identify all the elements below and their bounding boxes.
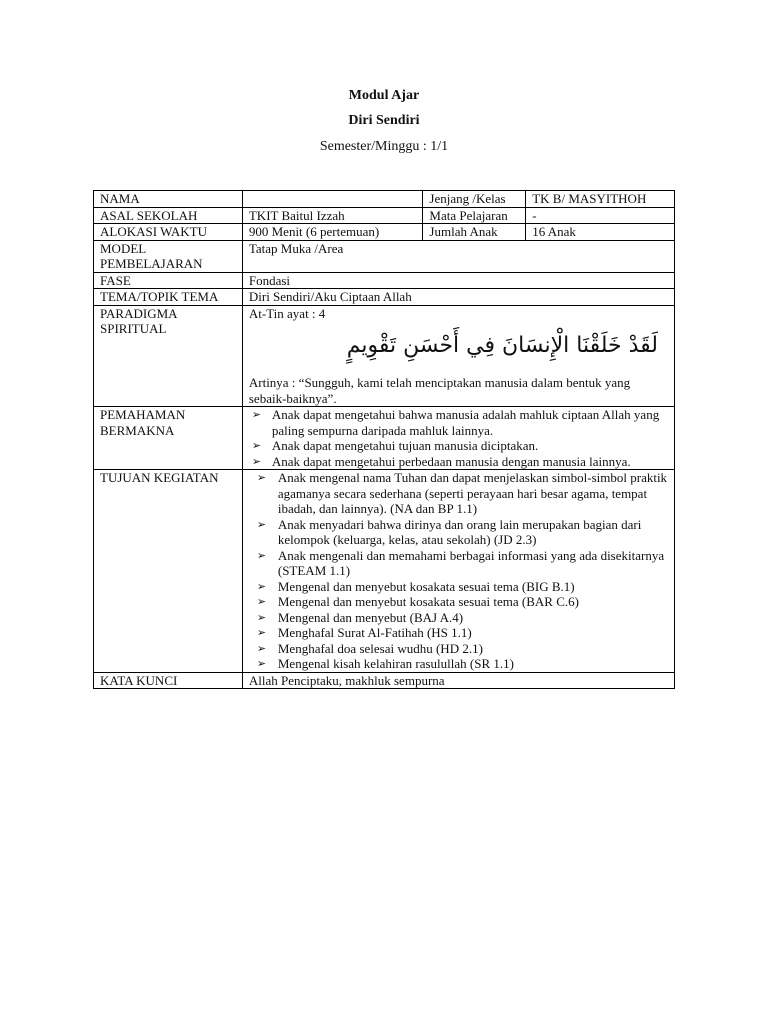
table-row	[94, 207, 675, 224]
list-item: ➢ Mengenal dan menyebut kosakata sesuai tema (BIG B.1)	[254, 579, 668, 595]
kata-kunci-value: Allah Penciptaku, makhluk sempurna	[242, 672, 674, 689]
verse-translation: Artinya : “Sungguh, kami telah menciptakan manusia dalam bentuk yang sebaik-baiknya”.	[248, 375, 631, 406]
mata-pelajaran-value: -	[526, 207, 675, 224]
list-item: ➢ Menghafal Surat Al-Fatihah (HS 1.1)	[254, 625, 668, 641]
table-row	[94, 272, 675, 289]
table-row	[94, 305, 675, 407]
pemahaman-list	[249, 407, 668, 469]
document-subtitle: Diri Sendiri	[348, 113, 420, 128]
table-row	[94, 470, 675, 673]
table-row	[94, 407, 675, 470]
list-item: ➢ Anak menyadari bahwa dirinya dan orang lain merupakan bagian dari kelompok (keluarga, kelas, atau sekolah) (JD 2.3)	[254, 517, 668, 548]
fase-label: FASE	[94, 272, 243, 289]
module-table	[93, 190, 675, 689]
mata-pelajaran-label: Mata Pelajaran	[423, 207, 526, 224]
pemahaman-bermakna-cell	[242, 407, 674, 470]
surah-reference: At-Tin ayat : 4	[248, 305, 326, 321]
table-row	[94, 240, 675, 272]
paradigma-spiritual-label: PARADIGMA SPIRITUAL	[94, 305, 243, 407]
tema-label: TEMA/TOPIK TEMA	[94, 289, 243, 306]
list-item: ➢ Anak mengenali dan memahami berbagai informasi yang ada disekitarnya (STEAM 1.1)	[254, 548, 668, 579]
list-item: ➢ Anak dapat mengetahui bahwa manusia adalah mahluk ciptaan Allah yang paling sempurna daripada mahluk lainnya.	[249, 407, 668, 438]
tujuan-kegiatan-label: TUJUAN KEGIATAN	[94, 470, 243, 673]
tujuan-list	[249, 470, 668, 672]
model-pembelajaran-value: Tatap Muka /Area	[242, 240, 674, 272]
fase-value: Fondasi	[242, 272, 674, 289]
jenjang-value: TK B/ MASYITHOH	[526, 191, 675, 208]
list-item: ➢ Anak dapat mengetahui perbedaan manusia dengan manusia lainnya.	[249, 454, 668, 470]
list-item: ➢ Menghafal doa selesai wudhu (HD 2.1)	[254, 641, 668, 657]
jumlah-anak-label: Jumlah Anak	[423, 224, 526, 241]
paradigma-spiritual-cell	[242, 305, 674, 407]
semester-line: Semester/Minggu : 1/1	[319, 139, 449, 154]
list-item: ➢ Mengenal kisah kelahiran rasulullah (SR 1.1)	[254, 656, 668, 672]
asal-sekolah-value: TKIT Baitul Izzah	[242, 207, 423, 224]
model-pembelajaran-label: MODEL PEMBELAJARAN	[94, 240, 243, 272]
nama-label: NAMA	[94, 191, 243, 208]
table-row	[94, 224, 675, 241]
arabic-verse: لَقَدْ خَلَقْنَا الْإِنسَانَ فِي أَحْسَنِ تَقْوِيمٍ	[346, 333, 658, 358]
jumlah-anak-value: 16 Anak	[526, 224, 675, 241]
jenjang-label: Jenjang /Kelas	[423, 191, 526, 208]
kata-kunci-label: KATA KUNCI	[94, 672, 243, 689]
nama-value	[242, 191, 423, 208]
table-row	[94, 672, 675, 689]
pemahaman-bermakna-label: PEMAHAMAN BERMAKNA	[94, 407, 243, 470]
list-item: ➢ Anak dapat mengetahui tujuan manusia diciptakan.	[249, 438, 668, 454]
alokasi-waktu-value: 900 Menit (6 pertemuan)	[242, 224, 423, 241]
tema-value: Diri Sendiri/Aku Ciptaan Allah	[242, 289, 674, 306]
document-title: Modul Ajar	[348, 88, 420, 103]
asal-sekolah-label: ASAL SEKOLAH	[94, 207, 243, 224]
list-item: ➢ Mengenal dan menyebut (BAJ A.4)	[254, 610, 668, 626]
table-row	[94, 191, 675, 208]
list-item: ➢ Anak mengenal nama Tuhan dan dapat menjelaskan simbol-simbol praktik agamanya secara sederhana (seperti perayaan hari besar agama, tempat ibadah, dan lainnya). (NA dan BP 1.1)	[254, 470, 668, 517]
list-item: ➢ Mengenal dan menyebut kosakata sesuai tema (BAR C.6)	[254, 594, 668, 610]
tujuan-kegiatan-cell	[242, 470, 674, 673]
table-row	[94, 289, 675, 306]
alokasi-waktu-label: ALOKASI WAKTU	[94, 224, 243, 241]
